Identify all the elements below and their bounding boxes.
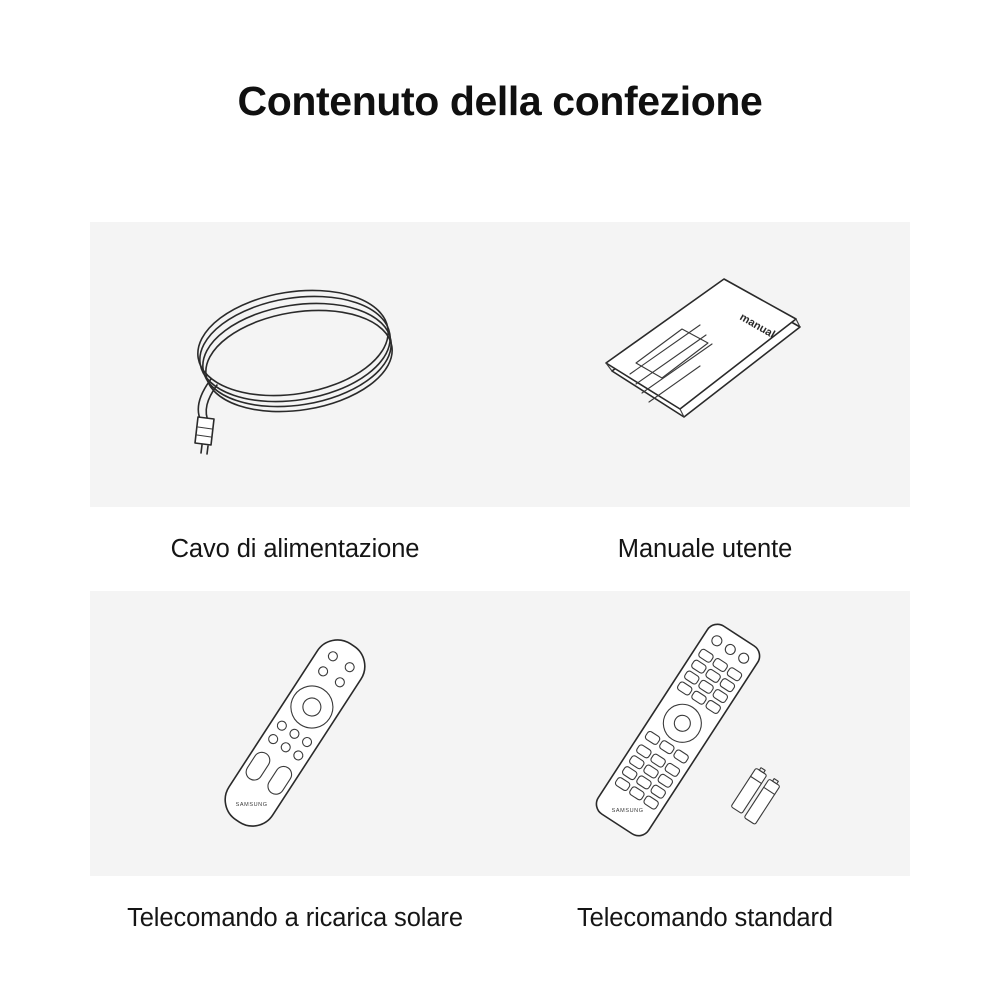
package-item-caption: Manuale utente — [617, 535, 793, 563]
manual-cover-text: manual — [737, 310, 777, 341]
package-item-standard-remote[interactable] — [500, 591, 910, 946]
standard-remote-thumbnail — [500, 591, 910, 876]
row-spacer — [90, 577, 500, 591]
solar-remote-thumbnail — [90, 591, 500, 876]
package-item-user-manual[interactable] — [500, 222, 910, 577]
package-item-caption: Telecomando standard — [576, 903, 833, 932]
package-item-caption: Cavo di alimentazione — [170, 535, 420, 563]
row-spacer — [500, 577, 910, 591]
standard-remote-icon — [560, 618, 850, 848]
package-contents-grid — [90, 222, 910, 945]
page-title: Contenuto della confezione — [237, 78, 763, 124]
power-cable-thumbnail — [90, 222, 500, 507]
solar-remote-icon — [165, 618, 425, 848]
package-item-power-cable[interactable] — [90, 222, 500, 577]
package-item-caption: Telecomando a ricarica solare — [127, 903, 463, 932]
solar-remote-brand-text: SAMSUNG — [235, 802, 268, 809]
power-cable-icon — [145, 250, 445, 480]
package-item-solar-remote[interactable] — [90, 591, 500, 946]
user-manual-icon — [575, 255, 835, 475]
user-manual-thumbnail — [500, 222, 910, 507]
standard-remote-brand-text: SAMSUNG — [611, 808, 644, 815]
